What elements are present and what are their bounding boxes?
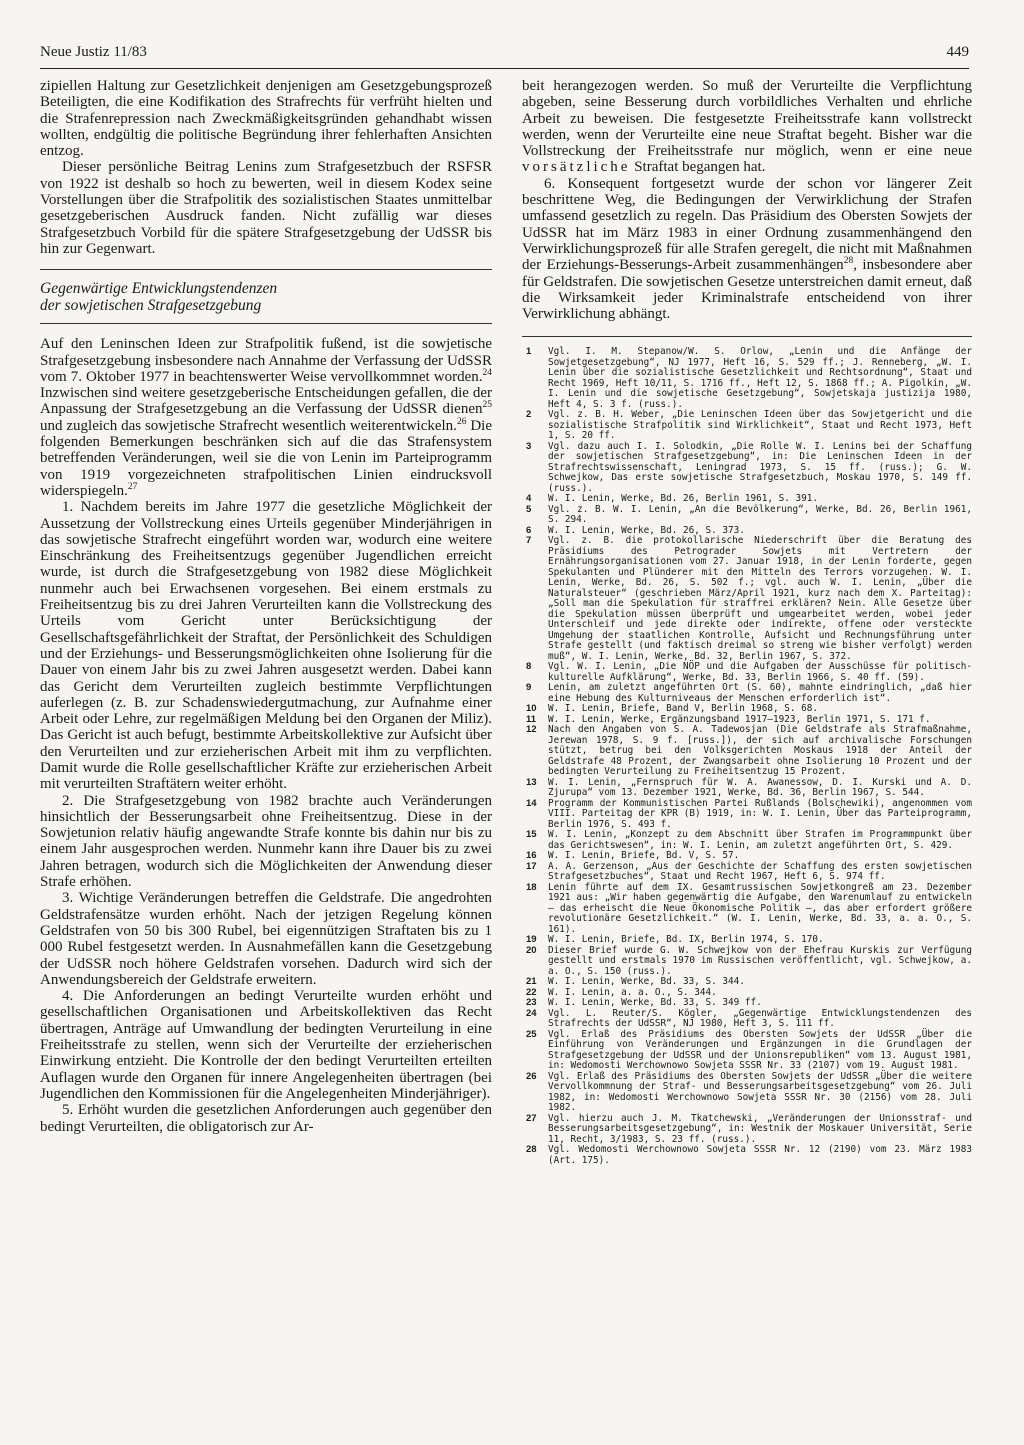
footnote-number: 15 xyxy=(526,829,537,841)
footnote-text: W. I. Lenin, Werke, Bd. 33, S. 349 ff. xyxy=(548,997,762,1009)
footnote-item xyxy=(522,1072,972,1114)
footnote-text: Lenin führte auf dem IX. Gesamtrussischen Sowjetkongreß am 23. Dezember 1921 aus: „Wir haben gegenwärtig die Aufgabe, den Warenumlauf zu entwickeln – das erheischt die Neue Ökonomische Politik –, das aber erfordert größere revolutionäre Gesetzlichkeit.“ (W. I. Lenin, Werke, Bd. 33, a. a. O., S. 161). xyxy=(548,881,972,935)
paragraph-point-5-continued xyxy=(522,78,972,176)
footnote-text: W. I. Lenin, „Fernspruch für W. A. Awanessow, D. I. Kurski und A. D. Zjurupa“ vom 13. Dezember 1921, Werke, Bd. 36, Berlin 1967, S. 544. xyxy=(548,776,972,799)
intro-text-d: Die folgenden Bemerkungen beschränken sich auf die das Strafensystem betreffenden Veränderungen, weil sie die von Lenin im Parteiprogramm von 1919 vorgezeichneten strafpolitischen Linien eindrucksvoll widerspiegeln. xyxy=(40,417,492,499)
footnote-number: 4 xyxy=(526,493,532,505)
footnote-number: 1 xyxy=(526,346,532,358)
footnote-ref-24[interactable]: 24 xyxy=(482,367,492,378)
footnote-ref-27[interactable]: 27 xyxy=(127,481,138,492)
footnote-ref-26[interactable]: 26 xyxy=(456,416,467,427)
footnote-text: Vgl. z. B. H. Weber, „Die Leninschen Ideen über das Sowjetgericht und die sozialistische Strafpolitik sind Wirklichkeit“, Staat und Recht 1973, Heft 1, S. 20 ff. xyxy=(548,409,972,442)
footnote-number: 14 xyxy=(526,797,537,809)
point6-text-a: 6. Konsequent fortgesetzt wurde der schon vor längerer Zeit beschrittene Weg, die Bedingungen der Verwirklichung der Strafen umfassend gesetzlich zu regeln. Das Präsidium des Obersten Sowjets der UdSSR hat im März 1983 in einer Ordnung zusammenhängend den Verwirklichungsprozeß für alle Strafen geregelt, die nicht mit Maßnahmen der Erziehungs-Besserungs-Arbeit zusammenhängen xyxy=(522,175,972,274)
footnote-rule xyxy=(522,336,972,337)
journal-issue: Neue Justiz 11/83 xyxy=(40,44,147,60)
footnote-number: 25 xyxy=(526,1028,537,1040)
paragraph-point-6 xyxy=(522,176,972,323)
footnote-item xyxy=(522,1009,972,1030)
footnote-item xyxy=(522,1030,972,1072)
intro-text-b: Inzwischen sind weitere gesetzgeberische Entscheidungen gefallen, die der Anpassung der Strafgesetzgebung an die Verfassung der UdSSR dienen xyxy=(40,385,492,418)
footnote-number: 7 xyxy=(526,535,532,547)
footnote-list xyxy=(522,347,972,1166)
footnote-item xyxy=(522,347,972,410)
footnote-item xyxy=(522,410,972,442)
footnote-text: W. I. Lenin, Werke, Ergänzungsband 1917–1923, Berlin 1971, S. 171 f. xyxy=(548,713,931,725)
footnote-text: Vgl. Erlaß des Präsidiums des Obersten Sowjets der UdSSR „Über die Einführung von Veränderungen und Ergänzungen in die Grundlagen der Strafgesetzgebung der UdSSR und der Unionsrepubliken“ vom 13. August 1981, in: Wedomosti Werchownowo Sowjeta SSSR Nr. 33 (2107) vom 19. August 1981. xyxy=(548,1028,972,1072)
paragraph-lenin-contribution: Dieser persönliche Beitrag Lenins zum Strafgesetzbuch der RSFSR von 1922 ist deshalb so hoch zu bewerten, weil in diesem Kodex seine Vorstellungen über die Strafpolitik des sozialistischen Staates unmittelbar gesetzgeberischen Ausdruck fanden. Nicht zufällig war dieses Strafgesetzbuch Vorbild für die spätere Strafgesetzgebung der UdSSR bis hin zur Gegenwart. xyxy=(40,159,492,257)
footnote-text: Vgl. Wedomosti Werchownowo Sowjeta SSSR Nr. 12 (2190) vom 23. März 1983 (Art. 175). xyxy=(548,1144,972,1166)
paragraph-continued: zipiellen Haltung zur Gesetzlichkeit denjenigen am Gesetzgebungsprozeß Beteiligten, die eine Kodifikation des Strafrechts für verfrüht hielten und die Strafenrepression nach Zweckmäßigkeitsgründen gehandhabt wissen wollten, endgültig die politische Begründung ihrer fehlerhaften Ansichten entzog. xyxy=(40,78,492,160)
intro-text-a: Auf den Leninschen Ideen zur Strafpolitik fußend, ist die sowjetische Strafgesetzgebung insbesondere nach Annahme der Verfassung der UdSSR vom 7. Oktober 1977 in beachtenswerter Weise vervollkommnet worden. xyxy=(40,336,492,385)
footnote-number: 22 xyxy=(526,986,537,998)
footnote-text: Vgl. dazu auch I. I. Solodkin, „Die Rolle W. I. Lenins bei der Schaffung der sowjetischen Strafgesetzgebung“, in: Die Leninschen Ideen in der Strafrechtswissenschaft, Leningrad 1973, S. 15 ff. (russ.); G. W. Schwejkow, Das erste sowjetische Strafgesetzbuch, Moskau 1970, S. 149 ff. (russ.). xyxy=(548,440,972,494)
header-rule xyxy=(40,68,969,69)
footnote-item xyxy=(522,778,972,799)
footnote-text: W. I. Lenin, Werke, Bd. 26, S. 373. xyxy=(548,524,745,536)
footnote-item xyxy=(522,725,972,778)
footnote-text: W. I. Lenin, Werke, Bd. 33, S. 344. xyxy=(548,976,745,988)
footnote-text: Dieser Brief wurde G. W. Schwejkow von der Ehefrau Kurskis zur Verfügung gestellt und erstmals 1970 im Russischen veröffentlicht, vgl. Schwejkow, a. a. O., S. 150 (russ.). xyxy=(548,944,972,977)
footnote-item xyxy=(522,862,972,883)
footnote-text: Nach den Angaben von S. A. Tadewosjan (Die Geldstrafe als Strafmaßnahme, Jerewan 1978, S. 9 f. [russ.]), der sich auf archivalische Forschungen stützt, betrug bei den Volksgerichten Moskaus 1918 der Anteil der Geldstrafe 48 Prozent, der Zwangsarbeit ohne Isolierung 10 Prozent und der bedingten Verurteilung zu Freiheitsentzug 15 Prozent. xyxy=(548,724,972,778)
footnote-number: 24 xyxy=(526,1007,537,1019)
paragraph-intro xyxy=(40,336,492,499)
footnote-number: 23 xyxy=(526,997,537,1009)
footnote-number: 6 xyxy=(526,524,532,536)
page-number: 449 xyxy=(946,44,969,60)
footnote-item xyxy=(522,442,972,495)
footnote-item xyxy=(522,505,972,526)
point5-text-a: beit herangezogen werden. So muß der Verurteilte die Verpflichtung abgeben, seine Besserung durch vorbildliches Verhalten und ehrliche Arbeit zu beweisen. Die festgesetzte Freiheitsstrafe kann vollstreckt werden, wenn der Verurteilte eine neue Straftat begeht. Bisher war die Vollstreckung der Freiheitsstrafe nur möglich, wenn er eine neue xyxy=(522,78,972,160)
footnote-text: Vgl. W. I. Lenin, „Die NÖP und die Aufgaben der Ausschüsse für politisch-kulturelle Aufklärung“, Werke, Bd. 33, Berlin 1966, S. 40 ff. (59). xyxy=(548,661,972,683)
paragraph-point-3: 3. Wichtige Veränderungen betreffen die Geldstrafe. Die angedrohten Geldstrafensätze wurden erhöht. Nach der jetzigen Regelung können Geldstrafen von 50 bis 300 Rubel, bei eigennützigen Straftaten bis zu 1 000 Rubel festgesetzt werden. In Ausnahmefällen kann die Gesetzgebung der UdSSR noch höhere Geldstrafen vorsehen. Dadurch wird sich der Anwendungsbereich der Geldstrafe erweitern. xyxy=(40,890,492,988)
footnote-item xyxy=(522,830,972,851)
footnote-number: 19 xyxy=(526,934,537,946)
footnote-text: Vgl. z. B. W. I. Lenin, „An die Bevölkerung“, Werke, Bd. 26, Berlin 1961, S. 294. xyxy=(548,503,972,526)
footnote-text: Lenin, am zuletzt angeführten Ort (S. 60), mahnte eindringlich, „daß hier eine Hebung des Kulturniveaus der Menschen erforderlich ist“. xyxy=(548,682,972,704)
footnote-text: Vgl. hierzu auch J. M. Tkatchewski, „Veränderungen der Unionsstraf- und Besserungsarbeitsgesetzgebung“, in: Westnik der Moskauer Universität, Serie 11, Recht, 3/1983, S. 23 ff. (russ.). xyxy=(548,1112,972,1145)
footnote-item xyxy=(522,536,972,662)
footnote-number: 20 xyxy=(526,944,537,956)
footnote-number: 17 xyxy=(526,860,537,872)
footnote-item xyxy=(522,883,972,936)
section-heading-line1: Gegenwärtige Entwicklungstendenzen xyxy=(40,280,278,298)
footnote-text: W. I. Lenin, „Konzept zu dem Abschnitt über Strafen im Programmpunkt über das Gerichtswesen“, in: W. I. Lenin, am zuletzt angeführten Ort, S. 429. xyxy=(548,829,972,851)
paragraph-point-4: 4. Die Anforderungen an bedingt Verurteilte wurden erhöht und gesellschaftlichen Organisationen und Arbeitskollektiven das Recht übertragen, Anträge auf Umwandlung der bedingten Verurteilung in eine Freiheitsstrafe zu stellen, wenn sich der Verurteilte der erzieherischen Einwirkung entzieht. Die Kontrolle der den bedingt Verurteilten erteilten Auflagen wurde den Organen für innere Angelegenheiten übertragen (bei Jugendlichen den Kommissionen für die Angelegenheiten Minderjähriger). xyxy=(40,988,492,1102)
footnote-number: 18 xyxy=(526,881,537,893)
footnote-number: 28 xyxy=(526,1144,537,1156)
footnote-ref-28[interactable]: 28 xyxy=(843,256,854,267)
footnote-text: Programm der Kommunistischen Partei Rußlands (Bolschewiki), angenommen vom VIII. Parteitag der KPR (B) 1919, in: W. I. Lenin, Über das Parteiprogramm, Berlin 1976, S. 493 f. xyxy=(548,797,972,830)
page-header xyxy=(40,44,969,66)
footnote-item xyxy=(522,662,972,683)
footnote-item xyxy=(522,683,972,704)
footnote-number: 13 xyxy=(526,776,537,788)
footnote-text: W. I. Lenin, Briefe, Bd. IX, Berlin 1974, S. 170. xyxy=(548,934,824,946)
point5-text-b: Straftat begangen hat. xyxy=(630,159,766,176)
footnote-ref-25[interactable]: 25 xyxy=(482,400,492,411)
footnote-text: Vgl. I. M. Stepanow/W. S. Orlow, „Lenin und die Anfänge der Sowjetgesetzgebung“, NJ 1977, Heft 16, S. 529 ff.; J. Renneberg, „W. I. Lenin über die sozialistische Gesetzlichkeit und Rechtsordnung“, Staat und Recht 1969, Heft 10/11, S. 1716 ff., Heft 12, S. 1868 ff.; A. Pigolkin, „W. I. Lenin und die sowjetische Gesetzgebung“, Sowjetskaja justizija 1980, Heft 4, S. 3 f. (russ.). xyxy=(548,346,972,410)
footnote-text: W. I. Lenin, Briefe, Bd. V, S. 57. xyxy=(548,850,740,862)
point6-text-b: , insbesondere aber für Geldstrafen. Die sowjetischen Gesetze unterstreichen damit erneut, daß die Wirksamkeit jeder Kriminalstrafe entscheidend von ihrer Verwirklichung abhängt. xyxy=(522,257,973,323)
footnote-text: W. I. Lenin, a. a. O., S. 344. xyxy=(548,986,717,998)
footnote-number: 3 xyxy=(526,440,532,452)
paragraph-point-2: 2. Die Strafgesetzgebung von 1982 brachte auch Veränderungen hinsichtlich der Besserungsarbeit ohne Freiheitsentzug. Diese in der Sowjetunion relativ häufig angewandte Strafe konnte bis dahin nur bis zu einem Jahr ausgesprochen werden. Nunmehr kann ihre Dauer bis zu zwei Jahren betragen, wodurch sich die Möglichkeiten der Anwendung dieser Strafe erhöhen. xyxy=(40,792,492,891)
footnote-number: 2 xyxy=(526,409,532,421)
right-column xyxy=(522,78,972,1166)
section-heading-block xyxy=(40,269,492,324)
footnote-number: 27 xyxy=(526,1112,537,1124)
footnote-number: 26 xyxy=(526,1070,537,1082)
footnote-text: Vgl. z. B. die protokollarische Niederschrift über die Beratung des Präsidiums des Petrograder Sowjets mit Vertretern der Ernährungsorganisationen vom 27. Januar 1918, in der Lenin forderte, gegen Spekulanten und Plünderer mit den Mitteln des Terrors vorzugehen. W. I. Lenin, Werke, Bd. 26, S. 502 f.; vgl. auch W. I. Lenin, „Über die Naturalsteuer“ (geschrieben März/April 1921, kurz nach dem X. Parteitag): „Soll man die Spekulation für straffrei erklären? Nein. Alle Gesetze über die Spekulation müssen überprüft und umgearbeitet werden, wobei jeder Unterschleif und jede direkte oder indirekte, offene oder versteckte Umgehung der staatlichen Kontrolle, Aufsicht und Rechnungsführung unter Strafe gestellt (und faktisch dreimal so streng wie bisher verfolgt) werden muß“, W. I. Lenin, Werke, Bd. 32, Berlin 1967, S. 372. xyxy=(548,535,972,662)
point5-spaced-word: vorsätzliche xyxy=(522,159,631,176)
footnote-number: 16 xyxy=(526,850,537,862)
paragraph-point-5: 5. Erhöht wurden die gesetzlichen Anforderungen auch gegenüber den bedingt Verurteilten, die obligatorisch zur Ar- xyxy=(40,1102,492,1135)
intro-text-c: und zugleich das sowjetische Strafrecht wesentlich weiterentwickeln. xyxy=(40,417,457,434)
footnote-text: W. I. Lenin, Briefe, Band V, Berlin 1968, S. 68. xyxy=(548,703,819,715)
section-heading-line2: der sowjetischen Strafgesetzgebung xyxy=(40,297,262,315)
left-column xyxy=(40,78,492,1135)
footnote-item xyxy=(522,1145,972,1166)
footnote-item xyxy=(522,1114,972,1146)
footnote-number: 11 xyxy=(526,713,537,725)
footnote-item xyxy=(522,946,972,978)
footnote-text: A. A. Gerzenson, „Aus der Geschichte der Schaffung des ersten sowjetischen Strafgesetzbuches“, Staat und Recht 1967, Heft 6, S. 974 ff. xyxy=(548,860,972,883)
footnote-text: W. I. Lenin, Werke, Bd. 26, Berlin 1961, S. 391. xyxy=(548,493,819,505)
footnote-number: 10 xyxy=(526,703,537,715)
footnote-text: Vgl. Erlaß des Präsidiums des Obersten Sowjets der UdSSR „Über die weitere Vervollkommnung der Straf- und Besserungsarbeitsgesetzgebung“ vom 26. Juli 1982, in: Wedomosti Werchownowo Sowjeta SSSR Nr. 30 (2156) vom 28. Juli 1982. xyxy=(548,1070,972,1114)
footnote-number: 5 xyxy=(526,503,532,515)
footnote-number: 9 xyxy=(526,682,532,694)
footnote-number: 21 xyxy=(526,976,537,988)
footnote-number: 8 xyxy=(526,661,532,673)
footnote-text: Vgl. L. Reuter/S. Kögler, „Gegenwärtige Entwicklungstendenzen des Strafrechts der UdSSR“, NJ 1980, Heft 3, S. 111 ff. xyxy=(548,1007,972,1030)
footnote-item xyxy=(522,799,972,831)
footnote-number: 12 xyxy=(526,724,537,736)
paragraph-point-1: 1. Nachdem bereits im Jahre 1977 die gesetzliche Möglichkeit der Aussetzung der Vollstreckung eines Urteils gegenüber Minderjährigen in das sowjetische Strafrecht eingeführt worden war, wodurch eine weitere Einschränkung des Freiheitsentzugs gegenüber Jugendlichen erreicht wurde, ist durch die Strafgesetzgebung von 1982 diese Möglichkeit nunmehr auch bei Erwachsenen vorgesehen. Bei einem erstmals zu Freiheitsentzug bis zu drei Jahren Verurteilten kann die Vollstreckung des Urteils vom Gericht unter Berücksichtigung der Gesellschaftsgefährlichkeit der Straftat, der Persönlichkeit des Schuldigen und der Erziehungs- und Besserungsmöglichkeiten ohne Isolierung für die Dauer von einem Jahr bis zu zwei Jahren ausgesetzt werden. Dabei kann das Gericht dem Verurteilten zugleich bestimmte Verpflichtungen auferlegen (z. B. zur Schadenswiedergutmachung, zur Aufnahme einer Arbeit oder Lehre, zur regelmäßigen Meldung bei den Organen der Miliz). Das Gericht ist auch befugt, bestimmte Arbeitskollektive zur Aufsicht über den Verurteilten und zur erzieherischen Arbeit mit ihm zu verpflichten. Damit wurde die Rolle gesellschaftlicher Kräfte zur erzieherischen Arbeit mit verurteilten Straftätern weiter erhöht. xyxy=(40,499,492,793)
